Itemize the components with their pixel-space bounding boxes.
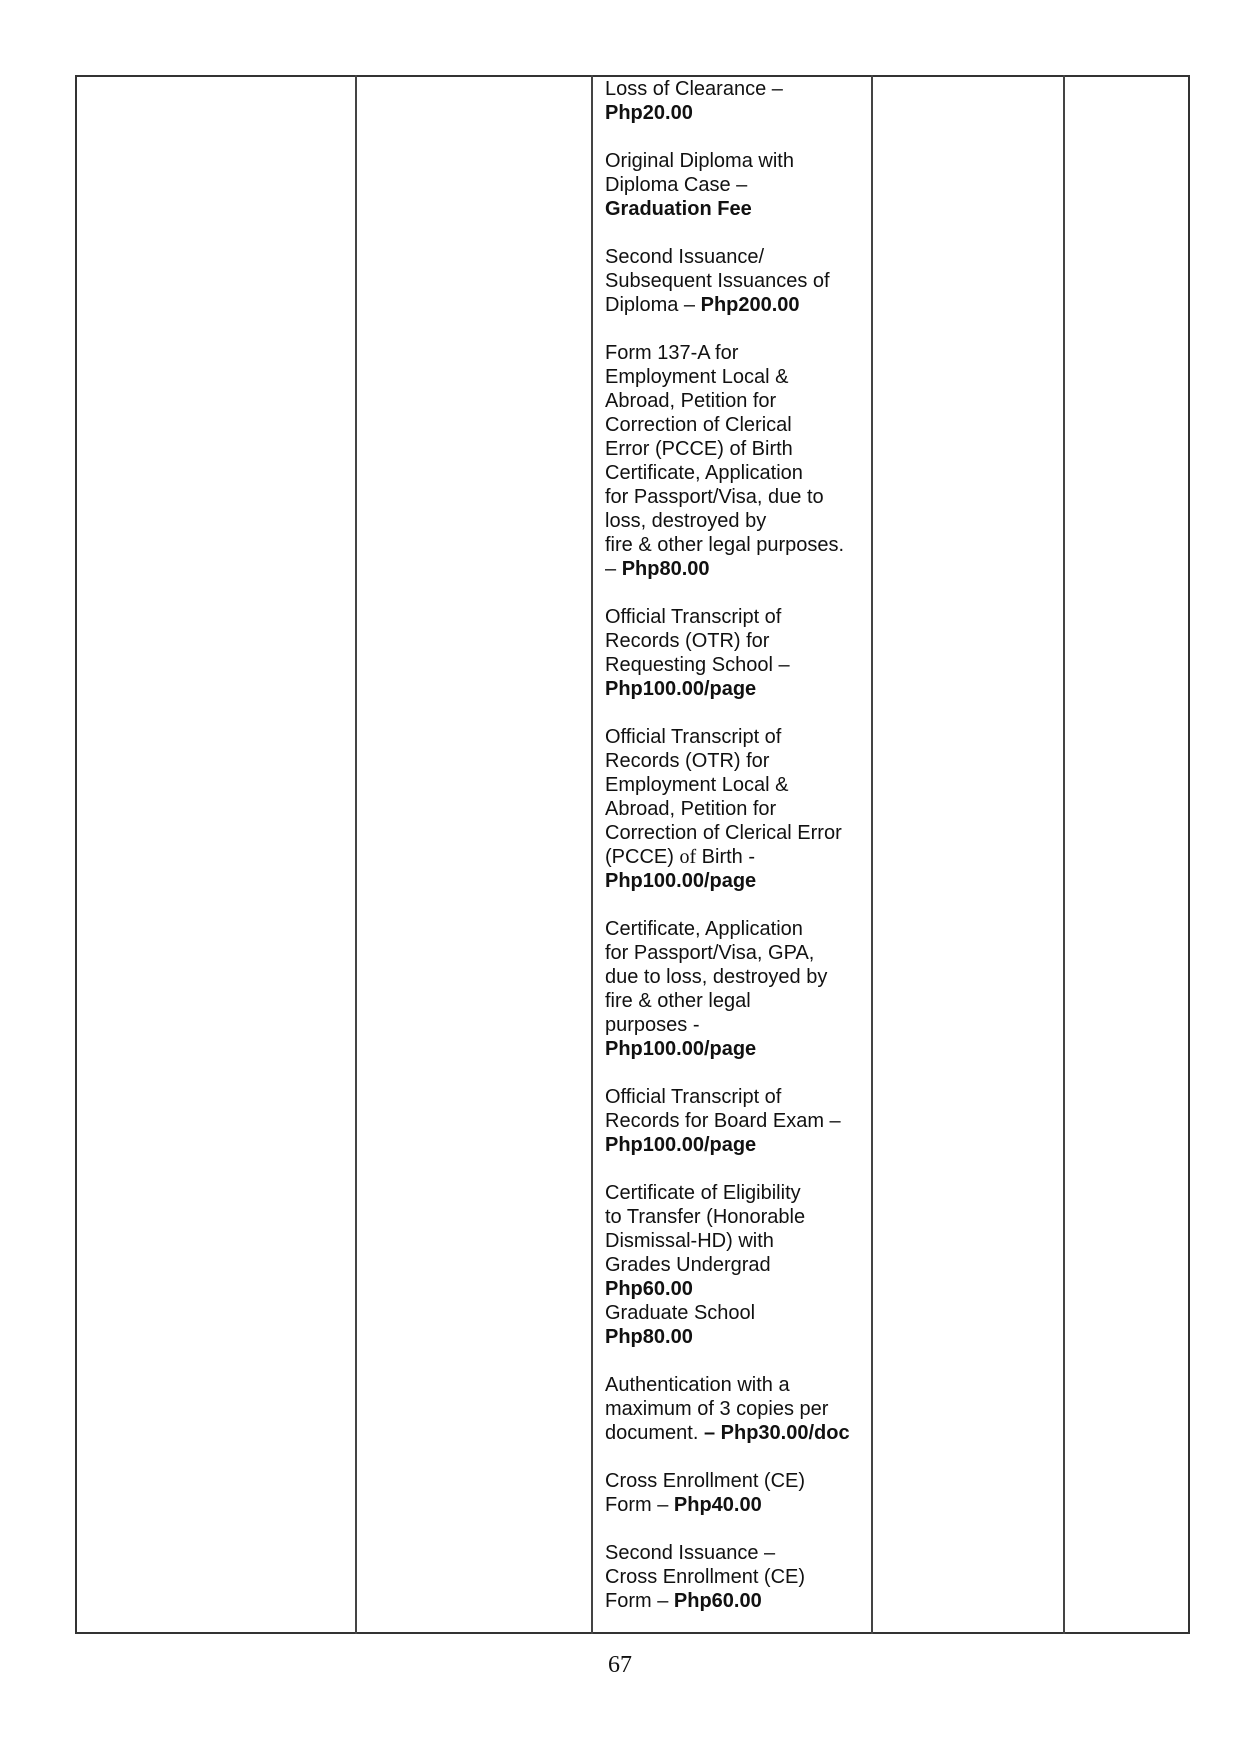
fee-entry (605, 1373, 867, 1445)
fee-text: document. (605, 1422, 704, 1444)
fee-text: Official Transcript of (605, 726, 782, 748)
fee-text: loss, destroyed by (605, 510, 767, 532)
fee-line (605, 245, 867, 269)
fee-text: due to loss, destroyed by (605, 966, 828, 988)
fee-line (605, 1373, 867, 1397)
fee-line (605, 917, 867, 941)
fee-line (605, 77, 867, 101)
fee-line (605, 173, 867, 197)
fee-text: Cross Enrollment (CE) (605, 1566, 806, 1588)
fee-line (605, 197, 867, 221)
fee-entry (605, 1085, 867, 1157)
fee-line (605, 773, 867, 797)
fee-text: Abroad, Petition for (605, 798, 777, 820)
fee-amount: Php100.00/page (605, 1038, 757, 1060)
fee-entry (605, 149, 867, 221)
fee-line (605, 749, 867, 773)
fee-line (605, 1133, 867, 1157)
fee-line (605, 629, 867, 653)
fee-text: Subsequent Issuances of (605, 270, 830, 292)
fee-text: Certificate, Application (605, 462, 803, 484)
fee-entry (605, 245, 867, 317)
fee-amount: Php80.00 (621, 558, 710, 580)
fee-text: maximum of 3 copies per (605, 1398, 829, 1420)
fee-line (605, 1085, 867, 1109)
fee-amount: Php40.00 (673, 1494, 762, 1516)
fee-text: Diploma Case – (605, 174, 748, 196)
fee-line (605, 437, 867, 461)
fee-line (605, 1565, 867, 1589)
fee-line (605, 1037, 867, 1061)
fee-entry (605, 341, 867, 581)
fee-line (605, 533, 867, 557)
fee-text: Employment Local & (605, 366, 789, 388)
fee-line (605, 989, 867, 1013)
fee-line (605, 101, 867, 125)
fee-text: to Transfer (Honorable (605, 1206, 806, 1228)
fee-line (605, 941, 867, 965)
fee-text: fire & other legal purposes. (605, 534, 845, 556)
fee-line (605, 365, 867, 389)
fee-line (605, 1421, 867, 1445)
fee-line (605, 1181, 867, 1205)
fee-line (605, 1229, 867, 1253)
fee-text: Requesting School – (605, 654, 790, 676)
page-number (0, 1652, 1240, 1679)
column-divider (871, 75, 873, 1634)
fee-entry (605, 1469, 867, 1517)
fee-text: Abroad, Petition for (605, 390, 777, 412)
column-divider (591, 75, 593, 1634)
fee-amount: Php80.00 (605, 1326, 693, 1348)
fee-line (605, 965, 867, 989)
fee-text: Birth - (696, 846, 756, 868)
fee-entry (605, 917, 867, 1061)
fee-line (605, 1013, 867, 1037)
fee-text: Records (OTR) for (605, 630, 770, 652)
fee-text: Employment Local & (605, 774, 789, 796)
fee-amount: Php100.00/page (605, 1134, 757, 1156)
column-divider (1063, 75, 1065, 1634)
fee-line (605, 1397, 867, 1421)
fee-line (605, 1205, 867, 1229)
fee-line (605, 869, 867, 893)
fee-text: fire & other legal (605, 990, 751, 1012)
fee-line (605, 269, 867, 293)
fee-line (605, 677, 867, 701)
fee-line (605, 1109, 867, 1133)
fee-text: Form 137-A for (605, 342, 739, 364)
fee-text: Official Transcript of (605, 1086, 782, 1108)
fee-text: Cross Enrollment (CE) (605, 1470, 806, 1492)
fee-entry (605, 605, 867, 701)
fee-text: of (679, 846, 697, 868)
fee-line (605, 653, 867, 677)
fee-amount: Graduation Fee (605, 198, 752, 220)
fee-line (605, 389, 867, 413)
fee-amount: Php60.00 (605, 1278, 693, 1300)
fee-line (605, 509, 867, 533)
fee-text: (PCCE) (605, 846, 680, 868)
fee-line (605, 485, 867, 509)
column-divider (355, 75, 357, 1634)
fee-text: Records for Board Exam – (605, 1110, 841, 1132)
fee-line (605, 293, 867, 317)
fee-amount: Php100.00/page (605, 870, 757, 892)
fee-line (605, 845, 867, 869)
fee-text: Official Transcript of (605, 606, 782, 628)
fee-text: Form – (605, 1590, 674, 1612)
fee-line (605, 1589, 867, 1613)
fee-text: Grades Undergrad (605, 1254, 771, 1276)
page-number-text: 67 (608, 1652, 632, 1678)
fee-line (605, 1469, 867, 1493)
fee-line (605, 821, 867, 845)
fee-entry (605, 1541, 867, 1613)
fee-text: Original Diploma with (605, 150, 794, 172)
fee-amount: Php60.00 (673, 1590, 762, 1612)
fee-text: Second Issuance/ (605, 246, 764, 268)
fee-text: for Passport/Visa, due to (605, 486, 824, 508)
fee-text: Graduate School (605, 1302, 756, 1324)
fee-line (605, 1301, 867, 1325)
fee-line (605, 413, 867, 437)
fee-line (605, 797, 867, 821)
fee-line (605, 149, 867, 173)
fee-amount: Php20.00 (605, 102, 693, 124)
fee-text: Dismissal-HD) with (605, 1230, 774, 1252)
fee-line (605, 461, 867, 485)
fee-text: Correction of Clerical (605, 414, 792, 436)
fee-text: Authentication with a (605, 1374, 790, 1396)
fee-line (605, 1541, 867, 1565)
fee-entry (605, 1181, 867, 1349)
fee-text: Error (PCCE) of Birth (605, 438, 793, 460)
fee-line (605, 1253, 867, 1277)
fee-text: Records (OTR) for (605, 750, 770, 772)
fee-entry (605, 77, 867, 125)
fee-text: Certificate of Eligibility (605, 1182, 801, 1204)
fee-text: Correction of Clerical Error (605, 822, 842, 844)
fee-text: Diploma – (605, 294, 701, 316)
fee-line (605, 557, 867, 581)
fee-text: – (605, 558, 622, 580)
fee-text: Second Issuance – (605, 1542, 776, 1564)
fee-line (605, 341, 867, 365)
fees-cell (605, 77, 867, 1637)
fee-text: purposes - (605, 1014, 700, 1036)
fee-line (605, 1277, 867, 1301)
fee-text: for Passport/Visa, GPA, (605, 942, 815, 964)
fee-line (605, 725, 867, 749)
fee-amount: Php200.00 (700, 294, 800, 316)
fee-amount: – Php30.00/doc (703, 1422, 850, 1444)
fee-text: Form – (605, 1494, 674, 1516)
fee-text: Certificate, Application (605, 918, 803, 940)
fee-line (605, 1325, 867, 1349)
fee-entry (605, 725, 867, 893)
fee-line (605, 605, 867, 629)
fee-text: Loss of Clearance – (605, 78, 783, 100)
fee-line (605, 1493, 867, 1517)
fee-amount: Php100.00/page (605, 678, 757, 700)
